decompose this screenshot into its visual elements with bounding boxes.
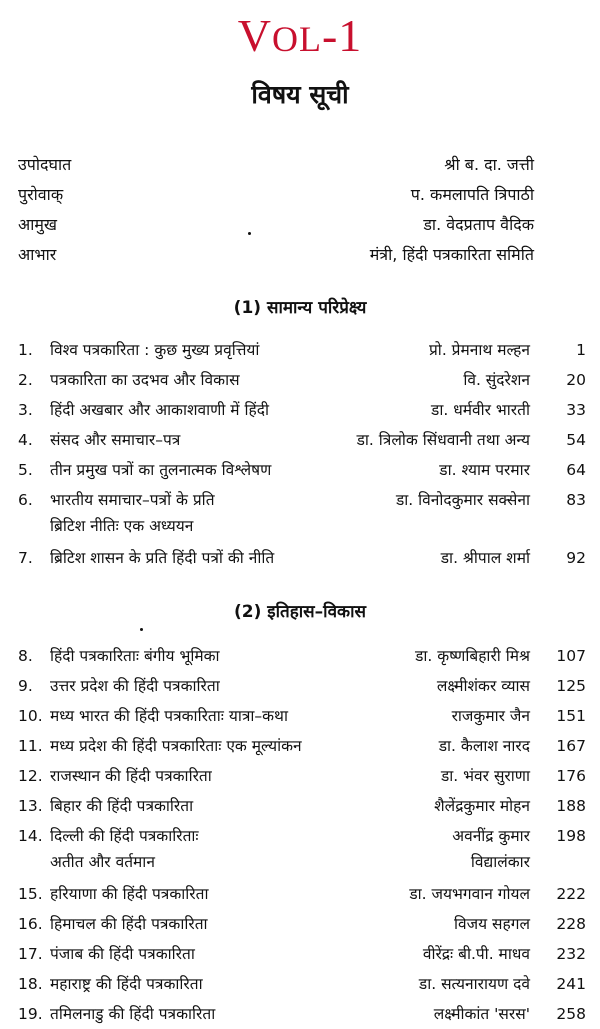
toc-entry: [18, 365, 586, 395]
entry-title: ब्रिटिश शासन के प्रति हिंदी पत्रों की नीति: [50, 549, 275, 567]
entry-number: 10.: [18, 707, 43, 725]
entry-author-continued: विद्यालंकार: [470, 853, 530, 871]
entry-page: 20: [566, 371, 586, 389]
entry-number: 5.: [18, 461, 33, 479]
volume-title-initial: V: [237, 10, 272, 61]
entry-page: 107: [556, 647, 586, 665]
entry-title: हिमाचल की हिंदी पत्रकारिता: [50, 915, 208, 933]
entry-page: 188: [556, 797, 586, 815]
print-speck: [140, 628, 143, 631]
entry-page: 258: [556, 1005, 586, 1023]
toc-heading: विषय सूची: [251, 80, 349, 109]
front-matter-author: मंत्री, हिंदी पत्रकारिता समिति: [369, 245, 534, 264]
entry-author: डा. श्रीपाल शर्मा: [440, 549, 530, 567]
entry-author: राजकुमार जैन: [451, 707, 530, 725]
entry-title: भारतीय समाचार–पत्रों के प्रति: [50, 491, 215, 509]
entry-number: 17.: [18, 945, 43, 963]
entry-title-continued: ब्रिटिश नीतिः एक अध्ययन: [50, 517, 194, 535]
entry-number: 3.: [18, 401, 33, 419]
entry-author: वीरेंद्रः बी.पी. माधव: [422, 945, 530, 963]
entry-number: 12.: [18, 767, 43, 785]
front-matter-author: श्री ब. दा. जत्ती: [444, 155, 534, 174]
section-heading-history: (2) इतिहास–विकास: [234, 602, 366, 622]
toc-entry: [18, 791, 586, 821]
front-matter-item: [18, 210, 534, 240]
entry-number: 7.: [18, 549, 33, 567]
entry-title: उत्तर प्रदेश की हिंदी पत्रकारिता: [50, 677, 220, 695]
entry-page: 54: [566, 431, 586, 449]
front-matter-item: [18, 240, 534, 270]
toc-entry: [18, 701, 586, 731]
entry-number: 6.: [18, 491, 33, 509]
entry-author: डा. जयभगवान गोयल: [409, 885, 530, 903]
toc-entry: [18, 909, 586, 939]
volume-title-rest: OL: [271, 19, 322, 59]
entry-title: पंजाब की हिंदी पत्रकारिता: [50, 945, 195, 963]
entry-title: महाराष्ट्र की हिंदी पत्रकारिता: [50, 975, 203, 993]
entry-page: 64: [566, 461, 586, 479]
print-speck: [248, 232, 251, 235]
entry-title: बिहार की हिंदी पत्रकारिता: [50, 797, 194, 815]
toc-entry: [18, 395, 586, 425]
entry-author: डा. विनोदकुमार सक्सेना: [395, 491, 530, 509]
entry-page: 222: [556, 885, 586, 903]
entry-title: मध्य भारत की हिंदी पत्रकारिताः यात्रा–कथा: [50, 707, 288, 725]
entry-title: राजस्थान की हिंदी पत्रकारिता: [50, 767, 212, 785]
entry-number: 4.: [18, 431, 33, 449]
entry-page: 167: [556, 737, 586, 755]
volume-title: [0, 8, 600, 67]
front-matter-label: उपोदघात: [18, 155, 72, 174]
entry-title: हरियाणा की हिंदी पत्रकारिता: [50, 885, 209, 903]
toc-entry: [18, 335, 586, 365]
toc-entry: [18, 641, 586, 671]
entry-title: तीन प्रमुख पत्रों का तुलनात्मक विश्लेषण: [50, 461, 272, 479]
toc-entry: [18, 671, 586, 701]
toc-entry: [18, 939, 586, 969]
entry-page: 232: [556, 945, 586, 963]
entry-number: 9.: [18, 677, 33, 695]
entry-page: 92: [566, 549, 586, 567]
front-matter-label: पुरोवाक्: [18, 185, 64, 204]
entry-page: 241: [556, 975, 586, 993]
front-matter-item: [18, 180, 534, 210]
entry-author: डा. धर्मवीर भारती: [431, 401, 530, 419]
volume-number: -1: [321, 10, 363, 61]
toc-entry: [18, 425, 586, 455]
entry-title: तमिलनाडु की हिंदी पत्रकारिता: [50, 1005, 216, 1023]
entry-page: 228: [556, 915, 586, 933]
entry-number: 13.: [18, 797, 43, 815]
entry-author: अवनींद्र कुमार: [452, 827, 530, 845]
front-matter-author: प. कमलापति त्रिपाठी: [410, 185, 534, 204]
section-history-entries: [18, 641, 586, 1029]
entry-number: 18.: [18, 975, 43, 993]
entry-title: दिल्ली की हिंदी पत्रकारिताः: [50, 827, 199, 845]
toc-entry: [18, 543, 586, 573]
entry-author: डा. कृष्णबिहारी मिश्र: [415, 647, 530, 665]
entry-number: 8.: [18, 647, 33, 665]
toc-entry: [18, 455, 586, 485]
front-matter-item: [18, 150, 534, 180]
entry-number: 11.: [18, 737, 43, 755]
entry-author: डा. भंवर सुराणा: [441, 767, 530, 785]
entry-page: 33: [566, 401, 586, 419]
entry-author: डा. त्रिलोक सिंधवानी तथा अन्य: [356, 431, 530, 449]
entry-number: 19.: [18, 1005, 43, 1023]
entry-author: प्रो. प्रेमनाथ मल्हन: [428, 341, 530, 359]
toc-entry: [18, 731, 586, 761]
entry-author: डा. कैलाश नारद: [438, 737, 530, 755]
section-general-entries: [18, 335, 586, 573]
entry-author: लक्ष्मीकांत 'सरस': [433, 1005, 530, 1023]
entry-number: 16.: [18, 915, 43, 933]
entry-title: विश्व पत्रकारिता : कुछ मुख्य प्रवृत्तियां: [50, 341, 260, 359]
front-matter-list: [18, 150, 534, 270]
toc-entry: [18, 485, 586, 543]
entry-page: 151: [556, 707, 586, 725]
entry-number: 2.: [18, 371, 33, 389]
toc-entry: [18, 761, 586, 791]
entry-number: 15.: [18, 885, 43, 903]
front-matter-label: आभार: [18, 245, 57, 264]
toc-entry: [18, 879, 586, 909]
entry-page: 83: [566, 491, 586, 509]
entry-page: 125: [556, 677, 586, 695]
entry-author: विजय सहगल: [454, 915, 530, 933]
front-matter-author: डा. वेदप्रताप वैदिक: [423, 215, 534, 234]
entry-page: 176: [556, 767, 586, 785]
entry-author: लक्ष्मीशंकर व्यास: [436, 677, 530, 695]
toc-entry: [18, 969, 586, 999]
entry-author: वि. सुंदरेशन: [463, 371, 530, 389]
section-heading-general: (1) सामान्य परिप्रेक्ष्य: [233, 298, 367, 318]
entry-author: डा. सत्यनारायण दवे: [418, 975, 530, 993]
entry-number: 14.: [18, 827, 43, 845]
toc-entry: [18, 999, 586, 1029]
entry-number: 1.: [18, 341, 33, 359]
front-matter-label: आमुख: [18, 215, 58, 234]
entry-author: डा. श्याम परमार: [439, 461, 530, 479]
entry-page: 198: [556, 827, 586, 845]
entry-title: संसद और समाचार–पत्र: [50, 431, 181, 449]
entry-title: पत्रकारिता का उदभव और विकास: [50, 371, 240, 389]
entry-title: हिंदी अखबार और आकाशवाणी में हिंदी: [50, 401, 269, 419]
entry-author: शैलेंद्रकुमार मोहन: [434, 797, 530, 815]
entry-title: हिंदी पत्रकारिताः बंगीय भूमिका: [50, 647, 220, 665]
entry-page: 1: [576, 341, 586, 359]
entry-title-continued: अतीत और वर्तमान: [50, 853, 155, 871]
entry-title: मध्य प्रदेश की हिंदी पत्रकारिताः एक मूल्यांकन: [50, 737, 302, 755]
toc-entry: [18, 821, 586, 879]
